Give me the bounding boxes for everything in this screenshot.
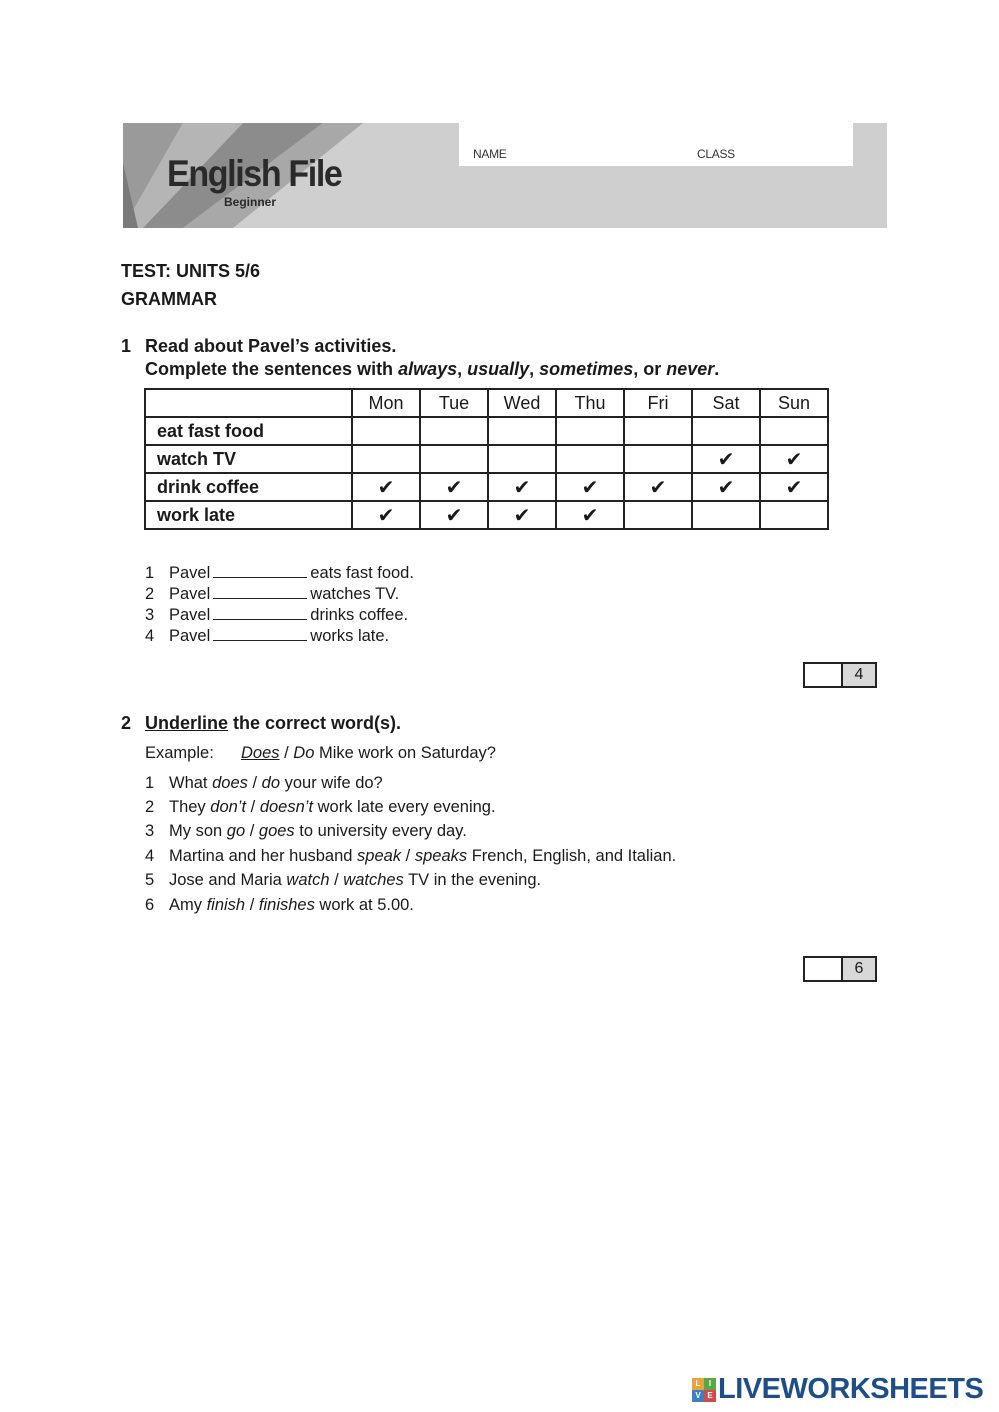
word-option[interactable]: do [261,774,281,792]
activity-label: work late [145,501,352,529]
sentence-subject: Pavel [169,627,211,645]
liveworksheets-brand [692,1373,983,1406]
item-number: 4 [145,847,155,865]
check-cell [624,501,692,529]
instruction-text: Complete the sentences with [145,359,399,379]
sentence-item [145,585,399,604]
option-separator: / [246,798,260,816]
logo-subtitle: Beginner [224,195,277,209]
check-cell [692,417,760,445]
check-cell: ✔ [352,501,420,529]
option-separator: / [247,774,262,792]
class-label: CLASS [697,147,735,161]
item-text: work late every evening. [313,798,496,816]
check-cell: ✔ [352,473,420,501]
exercise-item [145,798,496,817]
day-header: Sat [692,389,760,417]
item-number: 3 [145,822,155,840]
item-number: 2 [145,798,155,816]
score-total: 4 [843,664,875,686]
check-cell: ✔ [488,501,556,529]
item-text: to university every day. [294,822,467,840]
check-cell: ✔ [692,473,760,501]
sentence-item [145,627,389,646]
logo-letter: E [704,1390,716,1402]
word-option[interactable]: finishes [258,896,315,914]
check-cell [420,445,488,473]
option-separator: / [245,822,259,840]
name-class-box [459,123,853,166]
check-cell [488,445,556,473]
check-cell: ✔ [760,473,828,501]
check-cell [420,417,488,445]
word-option[interactable]: speak [357,847,402,865]
exercise2-instruction [145,713,401,734]
item-number: 2 [145,585,155,603]
score-input[interactable] [805,664,843,686]
item-text: TV in the evening. [403,871,542,889]
word-option[interactable]: speaks [414,847,468,865]
word-option[interactable]: doesn’t [259,798,314,816]
example-label: Example: [145,744,214,762]
table-row [145,445,828,473]
check-cell [624,445,692,473]
logo-letter: L [692,1378,704,1390]
item-text: Amy [169,896,207,914]
exercise-item [145,774,383,793]
test-title: TEST: UNITS 5/6 [121,261,261,281]
check-cell [556,417,624,445]
day-header: Thu [556,389,624,417]
logo-letter: V [692,1390,704,1402]
sentence-item [145,564,414,583]
item-text: What [169,774,213,792]
sentence-rest: watches TV. [310,585,400,603]
exercise1-instruction-line2 [145,359,719,380]
word-option[interactable]: watch [286,871,330,889]
section-title: GRAMMAR [121,289,217,309]
check-cell: ✔ [420,473,488,501]
answer-blank[interactable] [213,565,307,578]
instruction-rest: the correct word(s). [228,713,402,733]
word-option[interactable]: goes [258,822,295,840]
word-option[interactable]: watches [343,871,404,889]
check-cell [624,417,692,445]
sentence-rest: eats fast food. [310,564,414,582]
score-box-exercise2 [803,956,877,982]
sentence-subject: Pavel [169,564,211,582]
instruction-text: , [457,359,468,379]
sentence-rest: works late. [310,627,390,645]
check-cell: ✔ [488,473,556,501]
answer-blank[interactable] [213,586,307,599]
activity-label: eat fast food [145,417,352,445]
item-text: your wife do? [280,774,383,792]
item-number: 1 [145,774,155,792]
check-cell [760,417,828,445]
item-number: 4 [145,627,155,645]
table-corner-cell [145,389,352,417]
option-separator: / [245,896,259,914]
table-row [145,473,828,501]
answer-blank[interactable] [213,607,307,620]
day-header: Fri [624,389,692,417]
check-cell: ✔ [556,473,624,501]
answer-blank[interactable] [213,628,307,641]
table-row [145,501,828,529]
item-text: French, English, and Italian. [467,847,677,865]
sentence-rest: drinks coffee. [310,606,409,624]
item-text: My son [169,822,227,840]
logo-title: English File [167,153,342,194]
score-input[interactable] [805,958,843,980]
logo-letter: I [704,1378,716,1390]
example-option: Do [293,744,315,762]
check-cell: ✔ [692,445,760,473]
sentence-subject: Pavel [169,606,211,624]
example-line [145,744,496,763]
check-cell [556,445,624,473]
word-never: never [666,359,715,379]
word-option[interactable]: go [226,822,246,840]
item-text: work at 5.00. [314,896,414,914]
word-option[interactable]: finish [206,896,246,914]
sentence-item [145,606,408,625]
day-header: Sun [760,389,828,417]
option-separator: / [401,847,415,865]
item-text: Martina and her husband [169,847,358,865]
word-usually: usually [467,359,530,379]
exercise1-instruction-line1: Read about Pavel’s activities. [145,336,397,356]
header-banner [123,123,887,228]
example-rest: Mike work on Saturday? [314,744,496,762]
item-number: 5 [145,871,155,889]
day-header: Mon [352,389,420,417]
item-number: 3 [145,606,155,624]
check-cell: ✔ [624,473,692,501]
score-total: 6 [843,958,875,980]
word-option[interactable]: does [212,774,248,792]
item-number: 1 [145,564,155,582]
table-header-row [145,389,828,417]
example-option-correct: Does [241,744,280,762]
item-text: They [169,798,211,816]
exercise2-number: 2 [121,713,132,733]
activity-label: watch TV [145,445,352,473]
check-cell: ✔ [760,445,828,473]
word-sometimes: sometimes [539,359,634,379]
check-cell [692,501,760,529]
exercise-item [145,896,414,915]
word-always: always [398,359,458,379]
option-separator: / [329,871,344,889]
item-text: Jose and Maria [169,871,287,889]
liveworksheets-logo-icon [692,1378,716,1402]
name-label: NAME [473,147,507,161]
word-option[interactable]: don’t [210,798,247,816]
item-number: 6 [145,896,155,914]
brand-name: LIVEWORKSHEETS [718,1373,984,1405]
check-cell: ✔ [420,501,488,529]
score-box-exercise1 [803,662,877,688]
day-header: Tue [420,389,488,417]
exercise-item [145,822,467,841]
instruction-text: . [714,359,720,379]
instruction-underlined: Underline [145,713,229,733]
activity-table [144,388,829,530]
instruction-text: , [529,359,540,379]
exercise1-number: 1 [121,336,132,356]
check-cell [488,417,556,445]
check-cell [760,501,828,529]
check-cell [352,445,420,473]
instruction-text: , or [633,359,667,379]
check-cell: ✔ [556,501,624,529]
exercise-item [145,847,676,866]
option-separator: / [279,744,294,762]
day-header: Wed [488,389,556,417]
exercise-item [145,871,541,890]
check-cell [352,417,420,445]
activity-label: drink coffee [145,473,352,501]
table-row [145,417,828,445]
sentence-subject: Pavel [169,585,211,603]
